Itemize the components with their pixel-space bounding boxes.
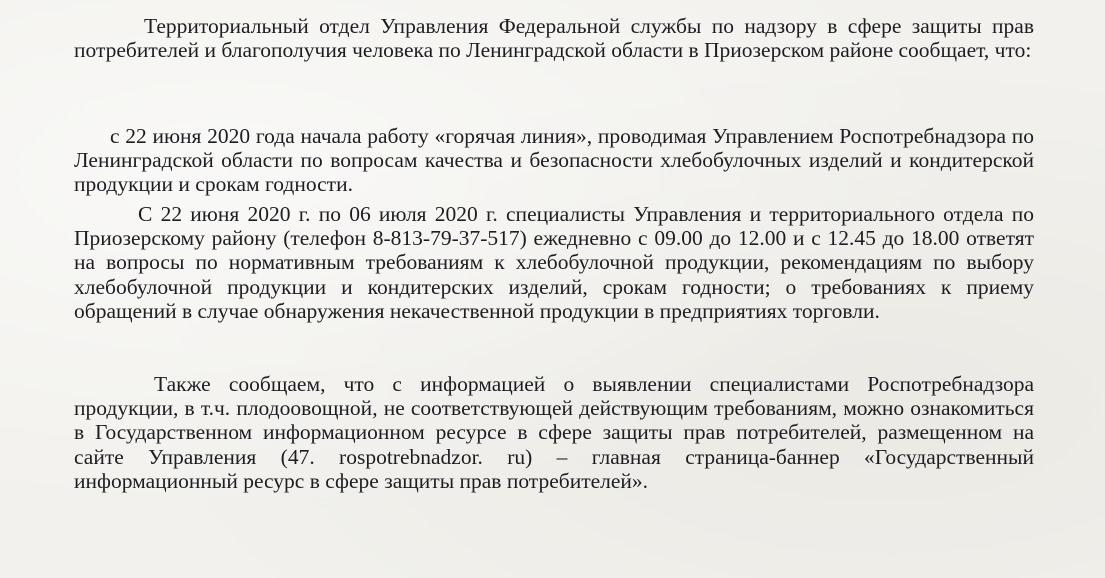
paragraph-information-resource: Также сообщаем, что с информацией о выявлении специалистами Роспотребнадзора продукции, в т.ч. плодоовощной, не соответствующей действующим требованиям, можно ознакомиться в Государственном информационном ресурсе в сфере защиты прав потребителей, размещенном на сайте Управления (47. rospotrebnadzor. ru) – главная страница-баннер «Государственный информационный ресурс в сфере защиты прав потребителей». [74, 372, 1034, 493]
paragraph-hotline-schedule: С 22 июня 2020 г. по 06 июля 2020 г. специалисты Управления и территориального отдела по Приозерскому району (телефон 8-813-79-37-517) ежедневно с 09.00 до 12.00 и с 12.45 до 18.00 ответят на вопросы по нормативным требованиям к хлебобулочной продукции, рекомендациям по выбору хлебобулочной продукции и кондитерских изделий, срокам годности; о требованиях к приему обращений в случае обнаружения некачественной продукции в предприятиях торговли. [74, 202, 1034, 323]
paragraph-intro: Территориальный отдел Управления Федеральной службы по надзору в сфере защиты прав потребителей и благополучия человека по Ленинградской области в Приозерском районе сообщает, что: [74, 14, 1034, 63]
paragraph-hotline-start: с 22 июня 2020 года начала работу «горячая линия», проводимая Управлением Роспотребнадзора по Ленинградской области по вопросам качества и безопасности хлебобулочных изделий и кондитерской продукции и срокам годности. [74, 124, 1034, 197]
